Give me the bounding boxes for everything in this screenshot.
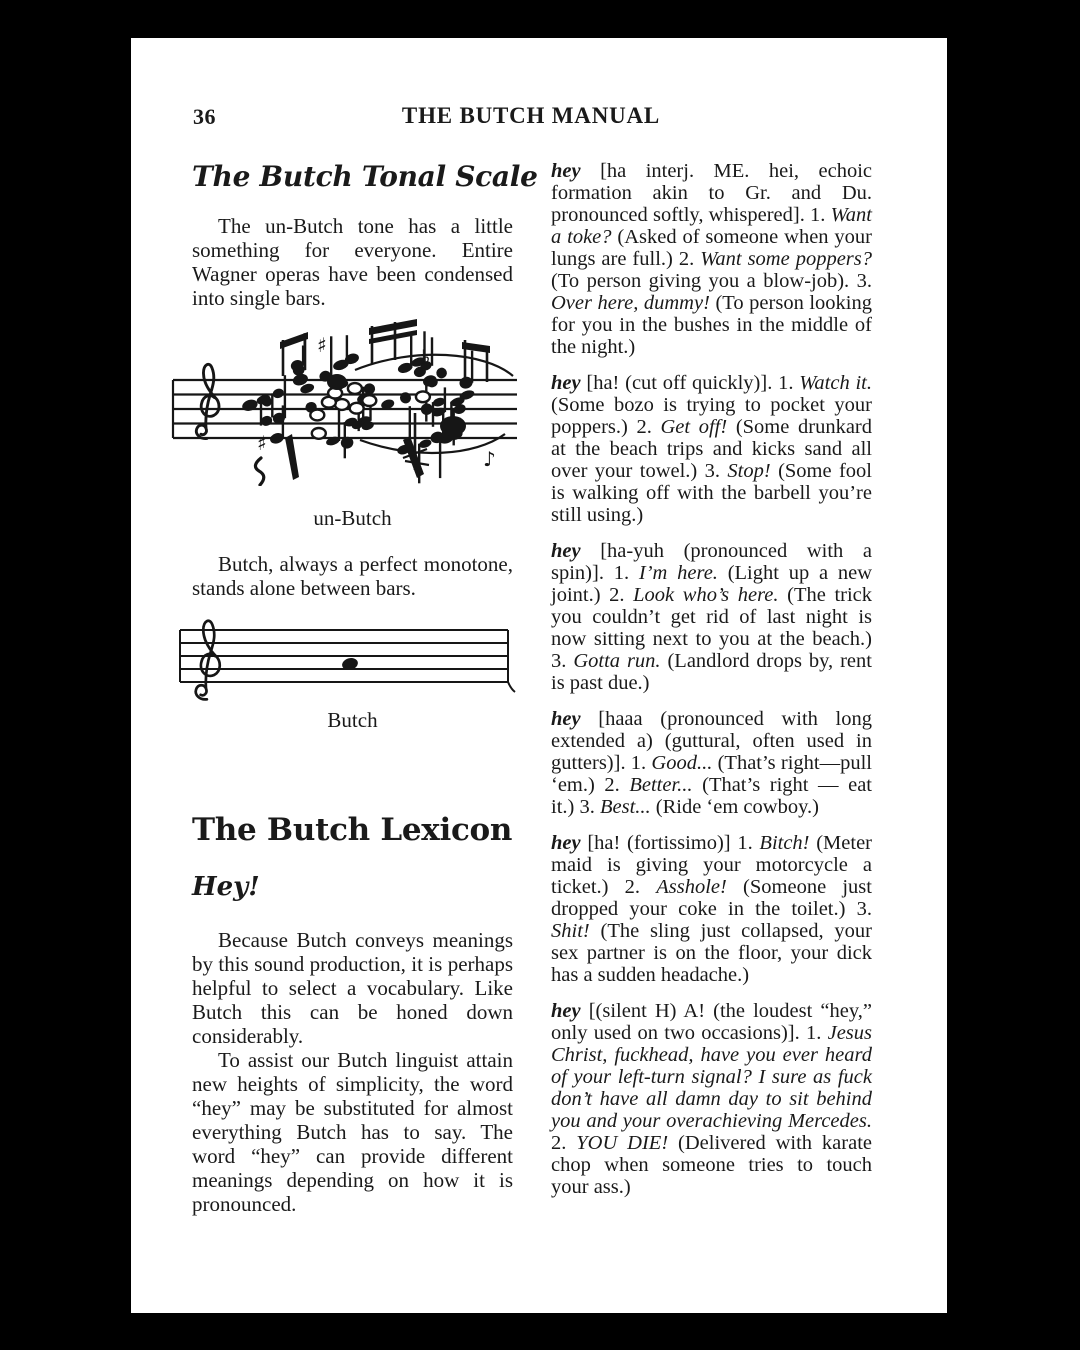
- entry-text: [haaa (pronounced with long extended a) (guttural, often used in gutters)]. 1.: [551, 708, 872, 774]
- svg-text:♪: ♪: [483, 447, 496, 471]
- entry-text: Want a toke?: [551, 204, 872, 248]
- butch-paragraph: Butch, always a perfect monotone, stands alone between bars.: [192, 552, 513, 600]
- entry-text: Stop!: [727, 460, 771, 482]
- entry-text: Want some poppers?: [700, 248, 873, 270]
- treble-clef-icon: [196, 621, 220, 700]
- entry-text: Over here, dummy!: [551, 292, 710, 314]
- entry-text: Gotta run.: [573, 650, 661, 672]
- entry-text: Best...: [599, 796, 651, 818]
- entry-headword: hey: [551, 832, 581, 854]
- entry-text: (Someone just dropped your coke in the toilet.) 3.: [551, 876, 872, 920]
- lexicon-entries: [551, 160, 872, 1198]
- entry-text: Look who’s here.: [633, 584, 779, 606]
- lexicon-entry: [551, 832, 872, 986]
- lexicon-entry: [551, 1000, 872, 1198]
- open-note-head: [310, 410, 324, 421]
- intro-paragraph-1: Because Butch conveys meanings by this sound production, it is perhaps helpful to select a vocabulary. Like Butch this can be honed down considerably.: [192, 928, 513, 1048]
- entry-text: Good...: [651, 752, 713, 774]
- entry-text: (To person giving you a blow-job). 3.: [551, 270, 872, 292]
- note-head: [241, 398, 259, 413]
- entry-text: (Some drunkard at the beach trips and kicks sand all over your towel.) 3.: [551, 416, 872, 482]
- entry-text: [ha interj. ME. hei, echoic formation akin to Gr. and Du. pronounced softly, whispered]. 1.: [551, 160, 872, 226]
- rest-squiggle: [255, 458, 263, 485]
- tonal-scale-heading: The Butch Tonal Scale: [192, 160, 538, 193]
- entry-text: Get off!: [660, 416, 728, 438]
- entry-text: Bitch!: [759, 832, 810, 854]
- entry-text: I’m here.: [638, 562, 718, 584]
- lexicon-heading: The Butch Lexicon: [192, 812, 513, 848]
- lexicon-entry: [551, 708, 872, 818]
- entry-text: YOU DIE!: [576, 1132, 669, 1154]
- lexicon-intro: [192, 928, 513, 1216]
- entry-text: Shit!: [551, 920, 590, 942]
- note-head: [399, 391, 413, 405]
- intro-paragraph-2: To assist our Butch linguist attain new heights of simplicity, the word “hey” may be substituted for almost everything Butch has to say. The word “hey” can provide different meanings depending on how it is pronounced.: [192, 1048, 513, 1216]
- svg-text:♯: ♯: [317, 333, 327, 357]
- open-note-head: [416, 391, 430, 402]
- running-title: THE BUTCH MANUAL: [401, 103, 661, 128]
- entry-text: (That’s right—pull ‘em.) 2.: [551, 752, 872, 796]
- page-number: 36: [193, 104, 216, 129]
- entry-text: [ha-yuh (pronounced with a spin)]. 1.: [551, 540, 872, 584]
- entry-text: [ha! (fortissimo)] 1.: [580, 832, 760, 854]
- entry-text: (Light up a new joint.) 2.: [551, 562, 873, 606]
- entry-text: (Ride ‘em cowboy.): [650, 796, 819, 818]
- right-column: [551, 160, 872, 1212]
- open-note-head: [348, 383, 362, 394]
- hey-subheading: Hey!: [192, 872, 260, 902]
- entry-text: (To person looking for you in the bushes in the middle of the night.): [551, 292, 872, 358]
- entry-text: 2.: [551, 1132, 577, 1154]
- open-note-head: [335, 399, 349, 410]
- entry-text: (That’s right — eat it.) 3.: [551, 774, 872, 818]
- open-note-head: [362, 395, 376, 406]
- note-head: [435, 366, 448, 379]
- unbutch-notation-figure: [165, 318, 523, 486]
- left-column: [192, 160, 538, 1280]
- lexicon-entry: [551, 540, 872, 694]
- beamed-note-group: [280, 319, 490, 382]
- entry-text: (Asked of someone when your lungs are full.) 2.: [551, 226, 872, 270]
- entry-text: [(silent H) A! (the loudest “hey,” only used on two occasions)]. 1.: [551, 1000, 872, 1044]
- open-note-head: [312, 428, 326, 439]
- unbutch-caption: un-Butch: [313, 506, 392, 530]
- entry-text: Watch it.: [799, 372, 872, 394]
- entry-text: (The sling just collapsed, your sex partner is on the floor, your dick has a sudden headache.): [551, 920, 872, 986]
- entry-text: Jesus Christ, fuckhead, have you ever heard of your left-turn signal? I sure as fuck don’t have all damn day to sit behind you and your overachieving Mercedes.: [551, 1022, 872, 1132]
- entry-text: (Some bozo is trying to pocket your poppers.) 2.: [551, 394, 872, 438]
- entry-text: Asshole!: [656, 876, 727, 898]
- lexicon-entry: [551, 372, 872, 526]
- entry-text: (Landlord drops by, rent is past due.): [551, 650, 872, 694]
- page: [131, 38, 947, 1313]
- entry-text: Better...: [629, 774, 693, 796]
- lexicon-entry: [551, 160, 872, 358]
- butch-caption: Butch: [327, 708, 378, 732]
- entry-text: [ha! (cut off quickly)]. 1.: [580, 372, 800, 394]
- entry-headword: hey: [551, 160, 581, 182]
- entry-headword: hey: [551, 708, 581, 730]
- entry-text: (Some fool is walking off with the barbell you’re still using.): [551, 460, 872, 526]
- svg-text:♭: ♭: [421, 345, 431, 369]
- treble-clef-icon: [196, 364, 219, 438]
- svg-text:♯: ♯: [257, 431, 267, 455]
- entry-headword: hey: [551, 372, 581, 394]
- entry-headword: hey: [551, 540, 581, 562]
- butch-notation-figure: [172, 612, 516, 704]
- entry-headword: hey: [551, 1000, 581, 1022]
- tonal-paragraph: The un-Butch tone has a little something for everyone. Entire Wagner operas have been condensed into single bars.: [192, 214, 513, 310]
- note-head: [271, 387, 285, 399]
- entry-text: (The trick you couldn’t get rid of last night is now sitting next to you at the beach.) 3.: [551, 584, 873, 672]
- open-note-head: [350, 403, 364, 414]
- entry-text: (Delivered with karate chop when someone tries to touch your ass.): [551, 1132, 872, 1198]
- entry-text: (Meter maid is giving your motorcycle a ticket.) 2.: [551, 832, 872, 898]
